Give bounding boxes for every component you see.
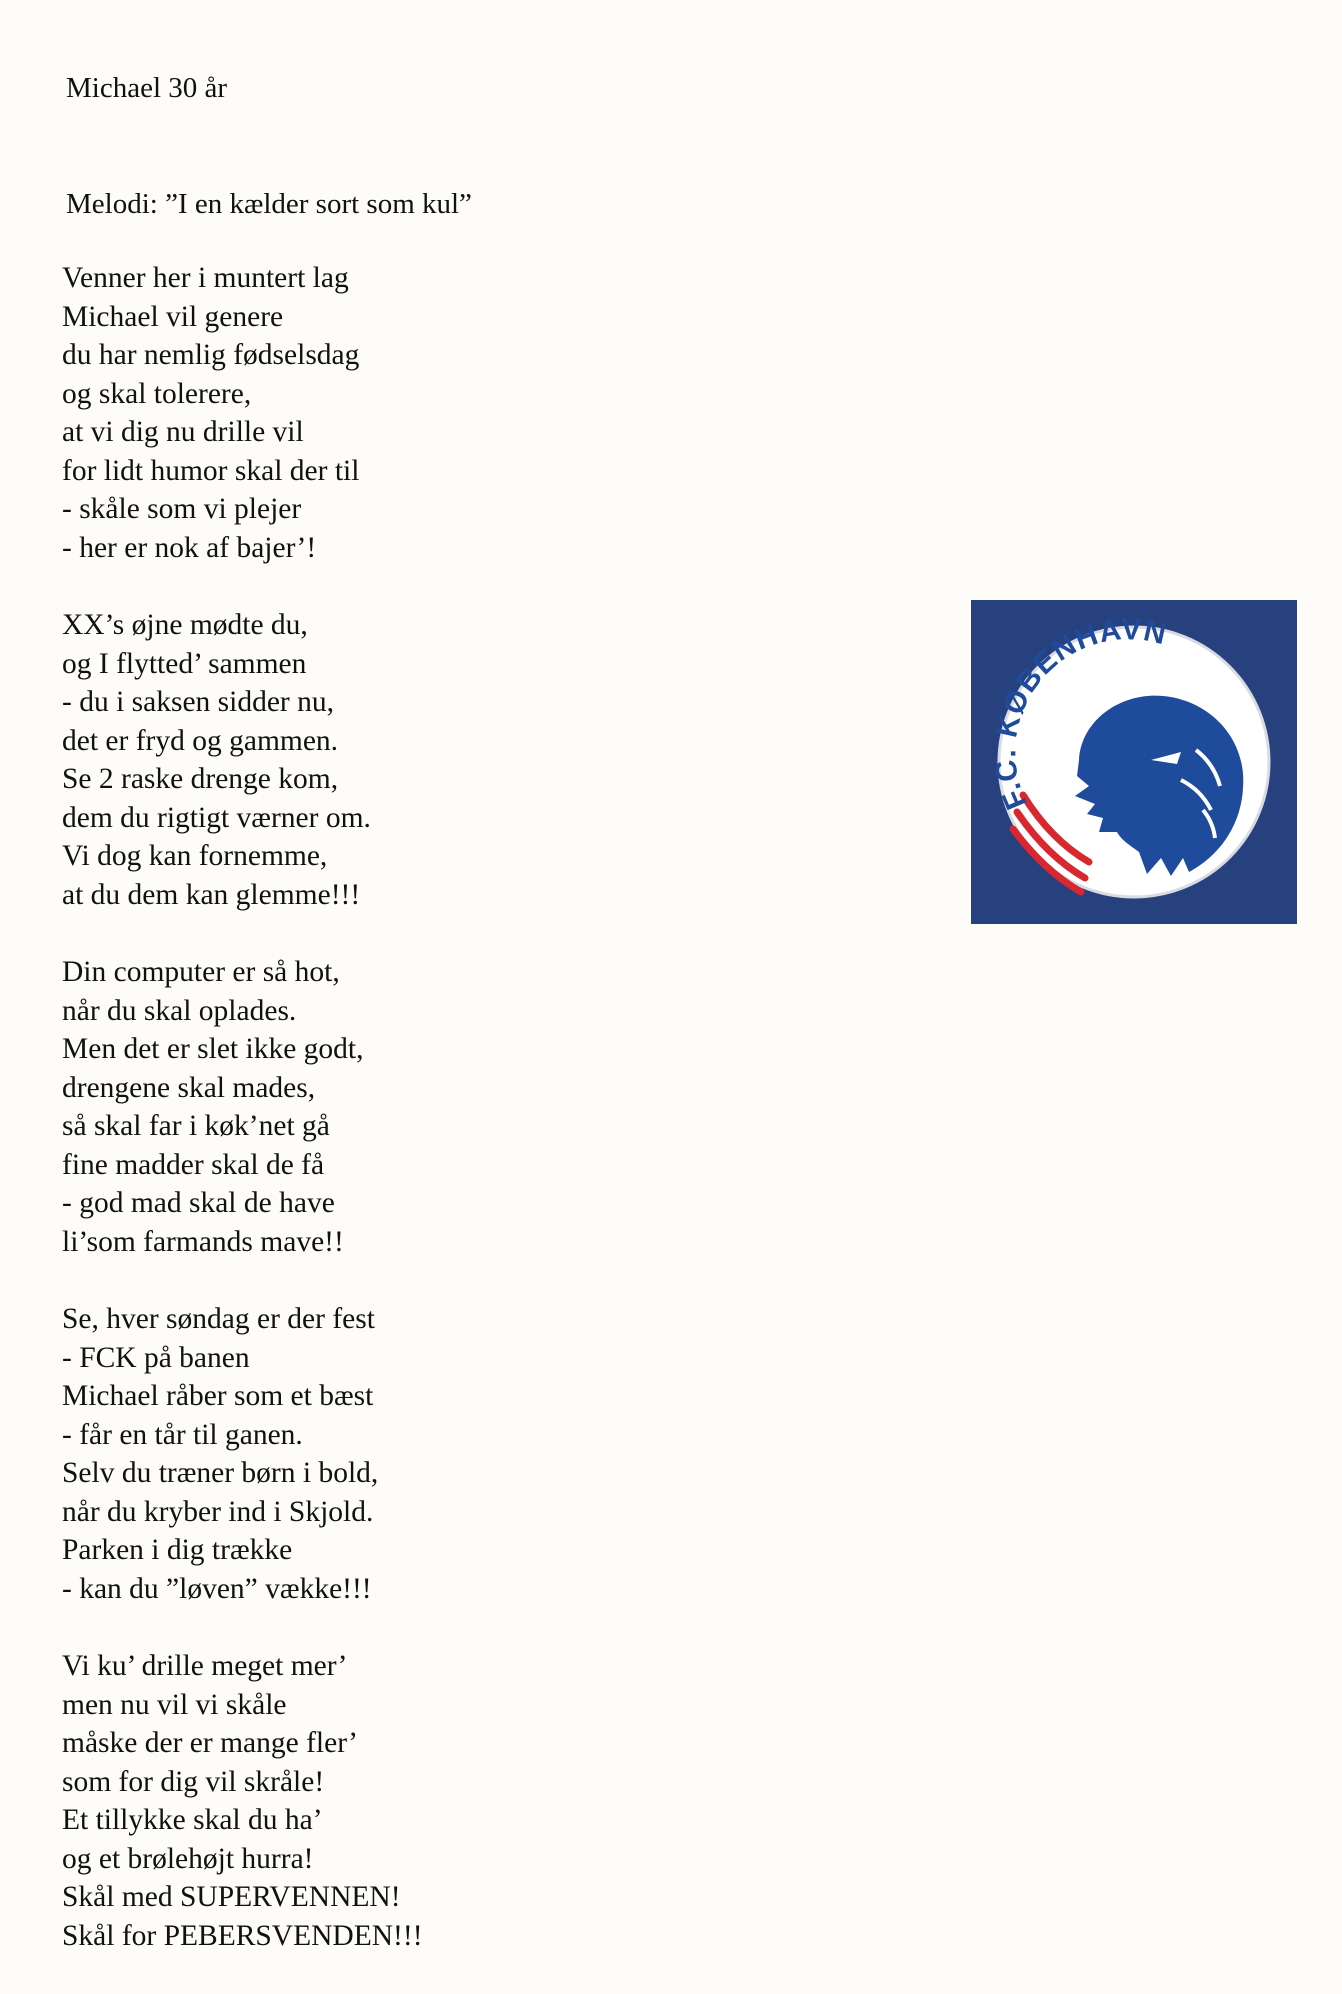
verse-line: Skål med SUPERVENNEN! <box>62 1881 401 1913</box>
verse-line: Et tillykke skal du ha’ <box>62 1804 323 1836</box>
melody-line: Melodi: ”I en kælder sort som kul” <box>66 188 472 220</box>
verse-line: Michael råber som et bæst <box>62 1380 374 1412</box>
club-crest-icon <box>971 600 1297 924</box>
verse <box>62 1647 822 1955</box>
verse <box>62 953 822 1261</box>
verse-line: at vi dig nu drille vil <box>62 416 304 448</box>
verse-line: for lidt humor skal der til <box>62 454 360 487</box>
verse-line: Din computer er så hot, <box>62 956 340 988</box>
verse-line: og skal tolerere, <box>62 377 252 410</box>
verse-line: dem du rigtigt værner om. <box>62 801 371 834</box>
verse-line: så skal far i køk’net gå <box>62 1110 330 1142</box>
verse-line: - her er nok af bajer’! <box>62 531 317 564</box>
verse-line: måske der er mange fler’ <box>62 1727 358 1759</box>
verse-line: Se, hver søndag er der fest <box>62 1303 375 1335</box>
verse-line: Se 2 raske drenge kom, <box>62 763 339 795</box>
verse-line: Parken i dig trække <box>62 1534 293 1566</box>
song-verses <box>62 259 822 1994</box>
verse-line: som for dig vil skråle! <box>62 1765 325 1798</box>
verse-line: drengene skal mades, <box>62 1071 316 1104</box>
verse-line: du har nemlig fødselsdag <box>62 339 360 371</box>
verse-line: når du kryber ind i Skjold. <box>62 1495 374 1528</box>
verse-line: Michael vil genere <box>62 300 284 333</box>
verse-line: men nu vil vi skåle <box>62 1688 287 1721</box>
verse-line: når du skal oplades. <box>62 994 297 1027</box>
verse-line: Vi ku’ drille meget mer’ <box>62 1650 348 1682</box>
verse-line: og I flytted’ sammen <box>62 647 307 680</box>
song-title: Michael 30 år <box>66 72 228 104</box>
verse-line: Selv du træner børn i bold, <box>62 1457 379 1489</box>
verse <box>62 606 822 914</box>
verse-line: - skåle som vi plejer <box>62 493 302 525</box>
verse-line: Vi dog kan fornemme, <box>62 840 328 872</box>
verse-line: og et brølehøjt hurra! <box>62 1842 314 1875</box>
verse-line: - god mad skal de have <box>62 1187 335 1219</box>
verse <box>62 259 822 567</box>
verse-line: Skål for PEBERSVENDEN!!! <box>62 1919 423 1952</box>
verse-line: XX’s øjne mødte du, <box>62 609 308 641</box>
verse-line: Men det er slet ikke godt, <box>62 1033 364 1065</box>
crest-lettering: F.C. KØBENHAVN <box>989 613 1170 815</box>
fc-kobenhavn-logo <box>971 600 1297 924</box>
verse-line: Venner her i muntert lag <box>62 262 349 294</box>
verse-line: det er fryd og gammen. <box>62 724 339 757</box>
verse <box>62 1300 822 1608</box>
verse-line: - får en tår til ganen. <box>62 1418 303 1451</box>
verse-line: - du i saksen sidder nu, <box>62 686 335 718</box>
verse-line: fine madder skal de få <box>62 1148 325 1181</box>
verse-line: at du dem kan glemme!!! <box>62 878 361 911</box>
verse-line: li’som farmands mave!! <box>62 1225 344 1258</box>
verse-line: - kan du ”løven” vække!!! <box>62 1572 372 1605</box>
verse-line: - FCK på banen <box>62 1341 250 1374</box>
